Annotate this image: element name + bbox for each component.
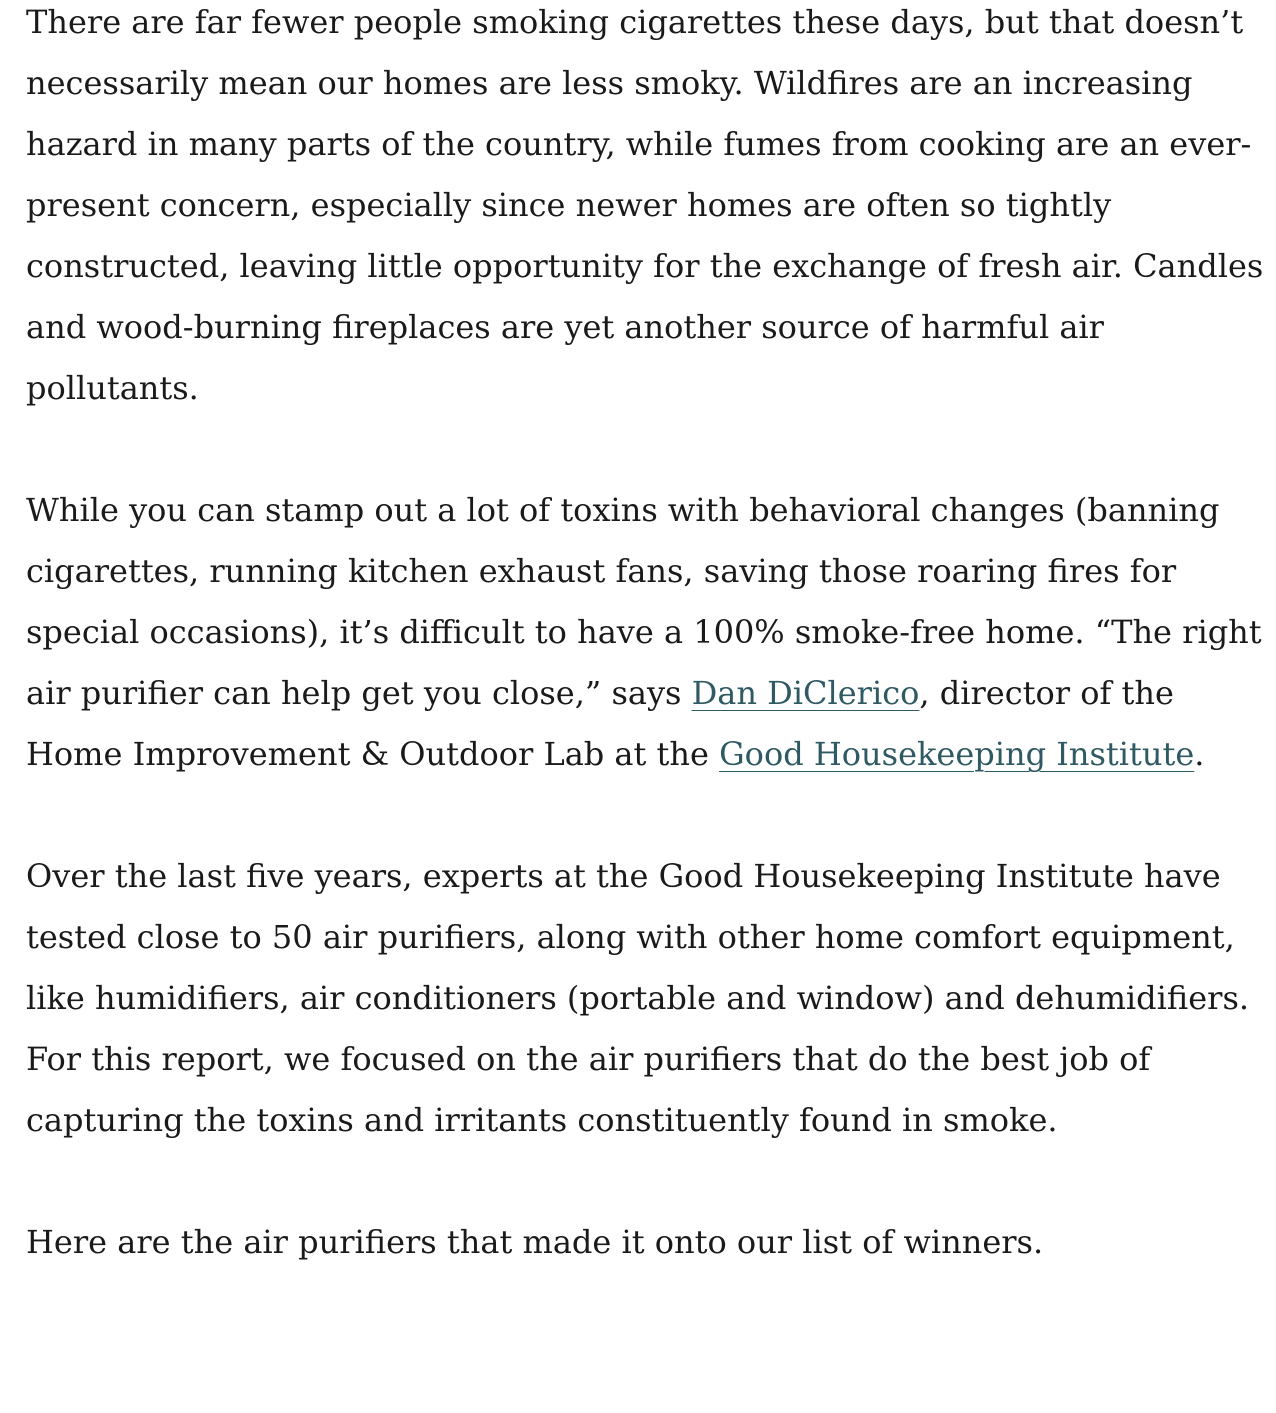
paragraph-winners-intro	[26, 1212, 1266, 1273]
paragraph-text: , director of the Home Improvement & Outdoor Lab at the	[26, 674, 1174, 773]
link-dan-diclerico[interactable]: Dan DiClerico	[691, 674, 920, 712]
paragraph-text: There are far fewer people smoking cigarettes these days, but that doesn’t necessarily mean our homes are less smoky. Wildfires are an increasing hazard in many parts of the country, while fumes from cooking are an ever-present concern, especially since newer homes are often so tightly constructed, leaving little opportunity for the exchange of fresh air. Candles and wood-burning fireplaces are yet another source of harmful air pollutants.	[26, 3, 1264, 407]
link-good-housekeeping-institute[interactable]: Good Housekeeping Institute	[719, 735, 1195, 773]
paragraph-intro	[26, 0, 1266, 419]
paragraph-testing	[26, 846, 1266, 1151]
paragraph-text: Here are the air purifiers that made it onto our list of winners.	[26, 1223, 1044, 1261]
paragraph-text: .	[1194, 735, 1205, 773]
paragraph-text: Over the last five years, experts at the Good Housekeeping Institute have tested close to 50 air purifiers, along with other home comfort equipment, like humidifiers, air conditioners (portable and window) and dehumidifiers. For this report, we focused on the air purifiers that do the best job of capturing the toxins and irritants constituently found in smoke.	[26, 857, 1250, 1139]
paragraph-behavioral-changes	[26, 480, 1266, 785]
paragraph-text: While you can stamp out a lot of toxins with behavioral changes (banning cigarettes, running kitchen exhaust fans, saving those roaring fires for special occasions), it’s difficult to have a 100% smoke-free home. “The right air purifier can help get you close,” says	[26, 491, 1262, 712]
